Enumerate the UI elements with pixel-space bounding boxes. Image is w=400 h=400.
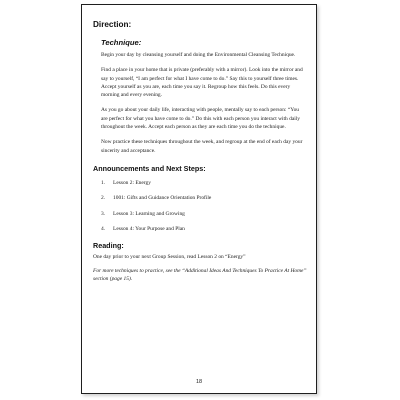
page-number: 18 — [195, 379, 203, 385]
list-item-text: Lesson 2: Energy — [113, 179, 151, 186]
book-page — [81, 4, 317, 394]
page-content — [93, 20, 307, 284]
list-item-number: 3. — [101, 210, 106, 217]
list-item-number: 4. — [101, 226, 106, 233]
technique-heading: Technique: — [101, 38, 142, 47]
reading-heading: Reading: — [93, 240, 124, 250]
list-item — [101, 210, 307, 218]
announcements-heading: Announcements and Next Steps: — [93, 163, 206, 173]
paragraph-mirror: Find a place in your home that is private (preferably with a mirror). Look into the mirror and say to yourself, “I am perfect for what I have come to do.” Say this to yourself three times. Accept yourself as you are, each time you say it. Regroup how this feels. Do this every morning and every evening. — [101, 67, 303, 99]
list-item-text: Lesson 3: Learning and Growing — [113, 210, 185, 217]
list-item — [101, 225, 307, 233]
paragraph-cleansing: Begin your day by cleansing yourself and doing the Environmental Cleansing Technique. — [101, 52, 296, 58]
next-steps-list — [93, 179, 307, 234]
list-item-number: 2. — [101, 195, 106, 202]
practice-note: For more techniques to practice, see the “Additional Ideas And Techniques To Practice At Home” section (page 15). — [93, 267, 307, 283]
list-item-text: Lesson 4: Your Purpose and Plan — [113, 226, 185, 233]
paragraph-practice: Now practice these techniques throughout the week, and regroup at the end of each day your sincerity and acceptance. — [101, 139, 303, 154]
list-item-number: 1. — [101, 179, 106, 186]
list-item-text: 1001: Gifts and Guidance Orientation Profile — [113, 195, 212, 202]
direction-heading: Direction: — [93, 20, 132, 29]
list-item — [101, 194, 307, 202]
list-item — [101, 179, 307, 187]
paragraph-daily-life: As you go about your daily life, interacting with people, mentally say to each person: “You are perfect for what you have come to do.” Do this with each person you interact with daily throughout the week. Accept each person as they are each time you do the technique. — [101, 107, 301, 131]
reading-text: One day prior to your next Group Session, read Lesson 2 on “Energy” — [93, 253, 246, 260]
